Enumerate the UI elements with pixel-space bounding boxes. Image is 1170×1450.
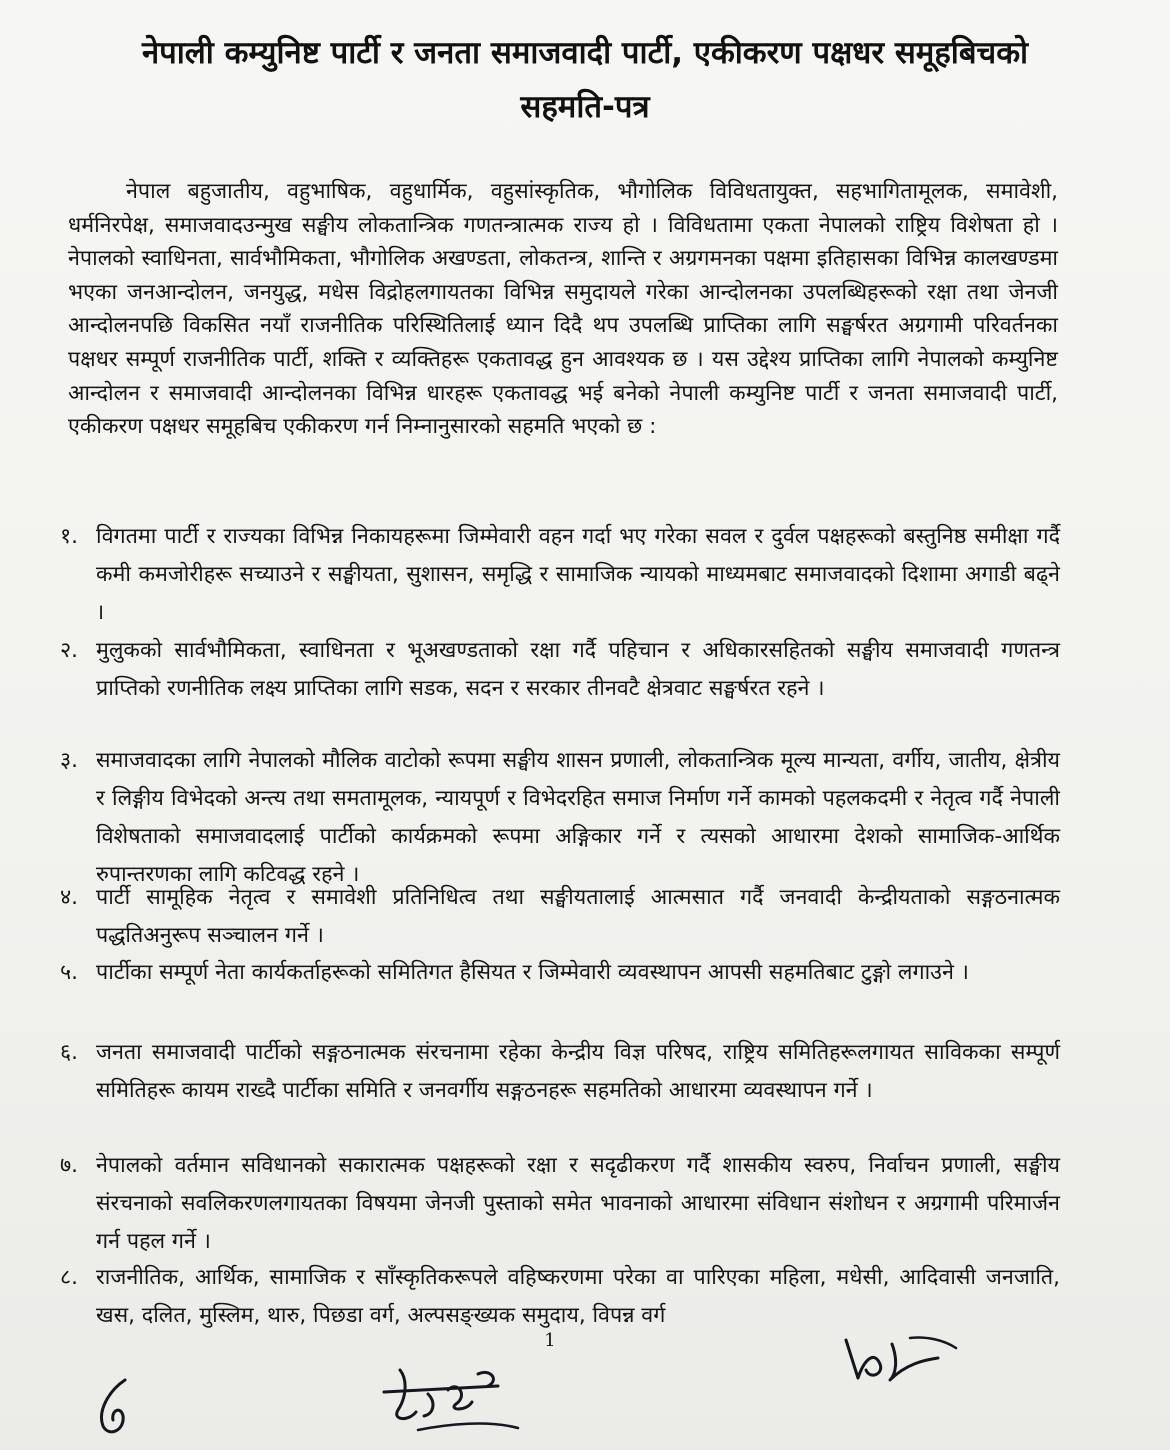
signature-left <box>85 1370 155 1440</box>
item-text: जनता समाजवादी पार्टीको सङ्गठनात्मक संरचनामा रहेका केन्द्रीय विज्ञ परिषद, राष्ट्रिय समितिहरूलगायत साविकका सम्पूर्ण समितिहरू कायम राख्दै पार्टीका समिति र जनवर्गीय सङ्गठनहरू सहमतिको आधारमा व्यवस्थापन गर्ने । <box>96 1040 1060 1103</box>
title-line-2: सहमति-पत्र <box>520 89 650 125</box>
item-number: ५. <box>60 960 79 985</box>
list-item <box>60 879 1060 955</box>
list-item <box>60 1034 1060 1110</box>
item-number: ४. <box>60 885 79 910</box>
item-text: विगतमा पार्टी र राज्यका विभिन्न निकायहरूमा जिम्मेवारी वहन गर्दा भए गरेका सवल र दुर्वल पक्षहरूको बस्तुनिष्ठ समीक्षा गर्दै कमी कमजोरीहरू सच्याउने र सङ्घीयता, सुशासन, समृद्धि र सामाजिक न्यायको माध्यमबाट समाजवादको दिशामा अगाडी बढ्ने । <box>96 524 1060 625</box>
document-title <box>60 26 1110 134</box>
item-text: राजनीतिक, आर्थिक, सामाजिक र साँस्कृतिकरूपले वहिष्करणमा परेका वा पारिएका महिला, मधेसी, आदिवासी जनजाति, खस, दलित, मुस्लिम, थारु, पिछडा वर्ग, अल्पसङ्ख्यक समुदाय, विपन्न वर्ग <box>96 1265 1060 1328</box>
list-item <box>60 954 1060 992</box>
list-item <box>60 1259 1060 1335</box>
item-number: ८. <box>60 1265 79 1290</box>
list-item <box>60 742 1060 894</box>
item-number: ७. <box>60 1153 79 1178</box>
list-item <box>60 518 1060 632</box>
item-number: १. <box>60 524 79 549</box>
item-number: २. <box>60 638 79 663</box>
item-number: ६. <box>60 1040 79 1065</box>
intro-paragraph: नेपाल बहुजातीय, वहुभाषिक, वहुधार्मिक, वहुसांस्कृतिक, भौगोलिक विविधतायुक्त, सहभागितामूलक, समावेशी, धर्मनिरपेक्ष, समाजवादउन्मुख सङ्घीय लोकतान्त्रिक गणतन्त्रात्मक राज्य हो । विविधतामा एकता नेपालको राष्ट्रिय विशेषता हो । नेपालको स्वाधिनता, सार्वभौमिकता, भौगोलिक अखण्डता, लोकतन्त्र, शान्ति र अग्रगमनका पक्षमा इतिहासका विभिन्न कालखण्डमा भएका जनआन्दोलन, जनयुद्ध, मधेस विद्रोहलगायतका विभिन्न समुदायले गरेका आन्दोलनका उपलब्धिहरूको रक्षा तथा जेनजी आन्दोलनपछि विकसित नयाँ राजनीतिक परिस्थितिलाई ध्यान दिदै थप उपलब्धि प्राप्तिका लागि सङ्घर्षरत अग्रगामी परिवर्तनका पक्षधर सम्पूर्ण राजनीतिक पार्टी, शक्ति र व्यक्तिहरू एकतावद्ध हुन आवश्यक छ । यस उद्देश्य प्राप्तिका लागि नेपालको कम्युनिष्ट आन्दोलन र समाजवादी आन्दोलनका विभिन्न धारहरू एकतावद्ध भई बनेको नेपाली कम्युनिष्ट पार्टी र जनता समाजवादी पार्टी, एकीकरण पक्षधर समूहबिच एकीकरण गर्न निम्नानुसारको सहमति भएको छ : <box>68 179 1058 440</box>
item-text: पार्टी सामूहिक नेतृत्व र समावेशी प्रतिनिधित्व तथा सङ्घीयतालाई आत्मसात गर्दै जनवादी केन्द्रीयताको सङ्गठनात्मक पद्धतिअनुरूप सञ्चालन गर्ने । <box>96 885 1060 948</box>
item-text: समाजवादका लागि नेपालको मौलिक वाटोको रूपमा सङ्घीय शासन प्रणाली, लोकतान्त्रिक मूल्य मान्यता, वर्गीय, जातीय, क्षेत्रीय र लिङ्गीय विभेदको अन्त्य तथा समतामूलक, न्यायपूर्ण र विभेदरहित समाज निर्माण गर्ने कामको पहलकदमी र नेतृत्व गर्दै नेपाली विशेषताको समाजवादलाई पार्टीको कार्यक्रमको रूपमा अङ्गिकार गर्ने र त्यसको आधारमा देशको सामाजिक-आर्थिक रुपान्तरणका लागि कटिवद्ध रहने । <box>96 748 1060 887</box>
list-item <box>60 632 1060 708</box>
title-line-1: नेपाली कम्युनिष्ट पार्टी र जनता समाजवादी पार्टी, एकीकरण पक्षधर समूहबिचको <box>141 35 1029 71</box>
item-text: मुलुकको सार्वभौमिकता, स्वाधिनता र भूअखण्डताको रक्षा गर्दै पहिचान र अधिकारसहितको सङ्घीय समाजवादी गणतन्त्र प्राप्तिको रणनीतिक लक्ष्य प्राप्तिका लागि सडक, सदन र सरकार तीनवटै क्षेत्रवाट सङ्घर्षरत रहने । <box>96 638 1060 701</box>
signature-right <box>840 1330 960 1390</box>
signature-middle <box>378 1350 523 1440</box>
page-number: 1 <box>544 1330 556 1351</box>
item-text: नेपालको वर्तमान सविधानको सकारात्मक पक्षहरूको रक्षा र सदृढीकरण गर्दै शासकीय स्वरुप, निर्वाचन प्रणाली, सङ्घीय संरचनाको सवलिकरणलगायतका विषयमा जेनजी पुस्ताको समेत भावनाको आधारमा संविधान संशोधन र अग्रगामी परिमार्जन गर्न पहल गर्ने । <box>96 1153 1060 1254</box>
item-text: पार्टीका सम्पूर्ण नेता कार्यकर्ताहरूको समितिगत हैसियत र जिम्मेवारी व्यवस्थापन आपसी सहमतिबाट टुङ्गो लगाउने । <box>96 960 969 985</box>
list-item <box>60 1147 1060 1261</box>
item-number: ३. <box>60 748 79 773</box>
